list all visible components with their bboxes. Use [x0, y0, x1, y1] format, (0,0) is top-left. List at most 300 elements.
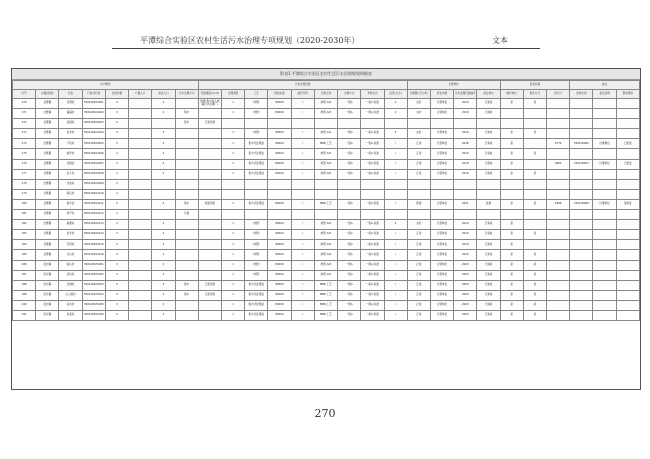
table-cell	[570, 280, 593, 290]
table-cell: 后楼村	[59, 119, 82, 129]
table-cell: 174	[13, 139, 36, 149]
table-cell	[570, 230, 593, 240]
page-number: 270	[314, 407, 336, 420]
table-cell: 是	[523, 260, 546, 270]
table-cell: 180	[13, 199, 36, 209]
table-cell: /	[291, 310, 314, 320]
column-header: 自然村数	[105, 90, 128, 99]
table-cell: 2	[384, 109, 407, 119]
table-cell	[547, 189, 570, 199]
table-cell	[175, 220, 198, 230]
table-cell: 是	[500, 99, 523, 109]
table-cell: 3	[105, 300, 128, 310]
table-cell: 北厝镇	[36, 230, 59, 240]
table-cell: 北厝镇	[36, 149, 59, 159]
table-cell	[129, 290, 152, 300]
table-cell: 80000	[268, 199, 291, 209]
table-cell: 正常	[407, 169, 430, 179]
table-cell	[198, 230, 221, 240]
table-cell: 186	[13, 260, 36, 270]
table-cell: 集中式处理站	[245, 149, 268, 159]
table-cell: 运营单位	[430, 300, 453, 310]
table-cell	[152, 189, 175, 199]
table-cell: /	[291, 169, 314, 179]
table-row	[13, 199, 640, 209]
table-cell: 350128104215	[82, 240, 105, 250]
table-cell: 已验收	[477, 220, 500, 230]
table-cell	[593, 260, 616, 270]
table-cell	[547, 210, 570, 220]
table-cell	[129, 270, 152, 280]
table-cell: 2	[152, 129, 175, 139]
table-cell	[384, 189, 407, 199]
table-cell: 流水镇	[36, 260, 59, 270]
table-cell	[430, 119, 453, 129]
table-cell: 350128104201	[82, 99, 105, 109]
table-cell: 181	[13, 210, 36, 220]
table-cell: 2019	[454, 230, 477, 240]
table-cell: 北厝镇	[36, 199, 59, 209]
table-cell: 正常	[407, 240, 430, 250]
table-cell: 80000	[268, 250, 291, 260]
table-cell	[616, 290, 639, 300]
table-cell	[198, 159, 221, 169]
table-cell: 已验收	[477, 300, 500, 310]
table-cell: 运营单位	[430, 129, 453, 139]
table-cell: 一级A 标准	[361, 109, 384, 119]
table-cell	[570, 310, 593, 320]
table-cell: 3	[105, 260, 128, 270]
table-cell: /	[291, 199, 314, 209]
table-cell: /	[384, 310, 407, 320]
table-cell: 是	[500, 280, 523, 290]
table-cell: 北厝镇	[36, 99, 59, 109]
table-cell: 一级A	[338, 159, 361, 169]
table-cell: 纳管 A/O	[314, 270, 337, 280]
table-cell: 2	[152, 99, 175, 109]
table-cell: 纳管 A/O	[314, 149, 337, 159]
table-row	[13, 179, 640, 189]
table-cell: 已验收	[477, 270, 500, 280]
table-cell: 北厝镇	[36, 139, 59, 149]
table-cell	[500, 189, 523, 199]
column-header: 受纳水体	[570, 90, 593, 99]
table-cell: 已验收	[477, 310, 500, 320]
table-cell	[175, 300, 198, 310]
table-cell	[268, 179, 291, 189]
table-cell: 2	[152, 220, 175, 230]
table-row	[13, 149, 640, 159]
table-cell: /	[384, 199, 407, 209]
table-cell: 东美村	[59, 310, 82, 320]
table-cell: 运营单位	[430, 169, 453, 179]
table-cell	[198, 189, 221, 199]
column-header: 设施规模(m³/d)	[198, 90, 221, 99]
table-cell: 80000	[268, 300, 291, 310]
table-cell	[245, 179, 268, 189]
table-cell: 下坑村	[59, 139, 82, 149]
table-cell: /	[291, 290, 314, 300]
table-cell: 350128104214	[82, 230, 105, 240]
table-cell: 2	[105, 310, 128, 320]
table-row	[13, 250, 640, 260]
document-header	[112, 34, 540, 49]
table-cell: 一级A	[338, 139, 361, 149]
table-cell	[129, 250, 152, 260]
table-cell: MBR 工艺	[314, 310, 337, 320]
table-cell: 2019	[454, 129, 477, 139]
table-cell	[175, 139, 198, 149]
table-cell	[570, 179, 593, 189]
table-cell: 1	[221, 280, 244, 290]
table-row	[13, 220, 640, 230]
data-table	[12, 80, 640, 321]
table-cell: 集中式处理站	[245, 290, 268, 300]
table-cell: 纳管(集中接入城镇污水处理厂)	[198, 99, 221, 109]
table-cell	[477, 189, 500, 199]
table-cell: 是	[500, 230, 523, 240]
table-cell: 5	[105, 139, 128, 149]
table-cell: 一级A	[338, 310, 361, 320]
table-cell	[338, 210, 361, 220]
table-cell	[221, 210, 244, 220]
table-cell: 一级A 标准	[361, 199, 384, 209]
table-cell	[221, 119, 244, 129]
table-cell: 已验收	[477, 109, 500, 119]
table-cell	[570, 149, 593, 159]
table-cell	[152, 179, 175, 189]
table-cell	[129, 179, 152, 189]
table-cell: 2	[152, 270, 175, 280]
table-cell: 3	[105, 210, 128, 220]
table-cell: 完好	[407, 109, 430, 119]
table-cell	[547, 280, 570, 290]
group-header-cell: 备注	[570, 81, 640, 90]
table-cell: /	[291, 129, 314, 139]
table-cell: 80000	[268, 139, 291, 149]
table-cell	[198, 220, 221, 230]
table-cell: 2	[152, 199, 175, 209]
table-cell: /	[384, 280, 407, 290]
table-cell	[593, 300, 616, 310]
table-cell: 纳管 A/O	[314, 169, 337, 179]
table-cell: /	[384, 270, 407, 280]
table-cell: 集中	[175, 119, 198, 129]
table-cell: 已建设施	[198, 280, 221, 290]
table-cell: MBR 工艺	[314, 139, 337, 149]
table-cell: 350128105206	[82, 310, 105, 320]
table-cell	[198, 179, 221, 189]
table-cell: 已批复	[616, 159, 639, 169]
table-cell: 芬尾村	[59, 240, 82, 250]
table-cell: 350128104206	[82, 149, 105, 159]
table-cell: 1	[221, 149, 244, 159]
table-cell	[407, 210, 430, 220]
table-cell: 350128105203	[82, 280, 105, 290]
table-cell: MBR 工艺	[314, 199, 337, 209]
table-cell: 4	[105, 149, 128, 159]
table-cell: 一级A	[338, 290, 361, 300]
table-cell: 350128105204	[82, 290, 105, 300]
table-cell	[523, 179, 546, 189]
table-cell	[175, 179, 198, 189]
table-cell	[152, 119, 175, 129]
table-row	[13, 129, 640, 139]
table-cell: 80000	[268, 129, 291, 139]
table-cell	[616, 310, 639, 320]
column-header: 行政村代码	[82, 90, 105, 99]
table-cell: 是	[500, 159, 523, 169]
table-cell	[198, 129, 221, 139]
table-cell: 是	[500, 139, 523, 149]
table-cell	[384, 210, 407, 220]
table-cell: 纳管 A/O	[314, 129, 337, 139]
document-tag: 文本	[492, 36, 508, 45]
table-cell: 待建	[477, 199, 500, 209]
column-header: 工艺	[245, 90, 268, 99]
table-cell	[338, 179, 361, 189]
table-cell	[129, 210, 152, 220]
table-cell	[570, 290, 593, 300]
table-cell: 2020	[454, 310, 477, 320]
table-cell	[268, 189, 291, 199]
table-cell	[175, 240, 198, 250]
table-cell: 已批复	[616, 139, 639, 149]
column-header: 运维费(万元/年)	[407, 90, 430, 99]
table-cell: （纳管）	[245, 220, 268, 230]
group-header-cell: 村户概况	[13, 81, 199, 90]
column-header: 备注说明	[593, 90, 616, 99]
table-cell: （纳管）	[245, 99, 268, 109]
table-cell: 是	[500, 270, 523, 280]
table-cell	[221, 189, 244, 199]
table-cell	[129, 260, 152, 270]
table-cell: /	[384, 169, 407, 179]
column-header: 建设年份	[291, 90, 314, 99]
table-cell	[570, 99, 593, 109]
table-cell: 运维单位	[593, 199, 616, 209]
table-cell: 溪头村	[59, 260, 82, 270]
table-cell: 2020	[454, 260, 477, 270]
table-cell: 运营单位	[430, 109, 453, 119]
table-cell: 北厝镇	[36, 250, 59, 260]
table-cell: 2	[152, 139, 175, 149]
table-cell: 80000	[268, 220, 291, 230]
table-cell: 后斗村	[59, 169, 82, 179]
table-cell: 正常	[407, 139, 430, 149]
table-cell: 已验收	[477, 99, 500, 109]
table-cell: /	[384, 290, 407, 300]
table-row	[13, 169, 640, 179]
table-cell: 运营单位	[430, 199, 453, 209]
table-cell: （纳管）	[245, 270, 268, 280]
table-cell	[616, 119, 639, 129]
table-cell	[245, 119, 268, 129]
table-cell: 运营单位	[430, 250, 453, 260]
table-cell: 183	[13, 230, 36, 240]
table-cell: 运营单位	[430, 290, 453, 300]
table-cell: 已验收	[477, 159, 500, 169]
table-cell	[477, 179, 500, 189]
table-cell	[314, 119, 337, 129]
table-cell: /	[291, 139, 314, 149]
table-cell: 171	[13, 109, 36, 119]
table-cell	[291, 119, 314, 129]
table-cell: 纳管 A/O	[314, 99, 337, 109]
table-cell: 一级A 标准	[361, 260, 384, 270]
table-cell: 已验收	[477, 260, 500, 270]
table-cell	[175, 99, 198, 109]
table-cell	[245, 189, 268, 199]
table-cell	[593, 109, 616, 119]
table-cell	[477, 119, 500, 129]
table-cell	[198, 300, 221, 310]
table-cell	[616, 220, 639, 230]
table-cell: 一级A 标准	[361, 250, 384, 260]
table-cell	[129, 199, 152, 209]
table-cell: 一级A	[338, 99, 361, 109]
table-cell	[384, 119, 407, 129]
table-cell: /	[384, 260, 407, 270]
table-cell: 2	[152, 310, 175, 320]
table-cell: 一级A	[338, 230, 361, 240]
table-cell	[198, 169, 221, 179]
table-cell: 350128104216	[82, 250, 105, 260]
table-cell: 1899	[547, 199, 570, 209]
table-cell: 集中式处理站	[245, 300, 268, 310]
table-cell	[616, 189, 639, 199]
column-header: 运维主体	[314, 90, 337, 99]
table-cell: 是	[523, 230, 546, 240]
table-cell: 350128104202	[82, 109, 105, 119]
table-cell	[593, 189, 616, 199]
table-row	[13, 119, 640, 129]
table-cell	[570, 300, 593, 310]
table-cell: 1	[221, 109, 244, 119]
table-cell: 187	[13, 270, 36, 280]
table-cell: 运营单位	[430, 99, 453, 109]
table-cell: 一级A 标准	[361, 230, 384, 240]
table-header	[13, 81, 640, 99]
table-cell: 金井村	[59, 129, 82, 139]
group-header-row	[13, 81, 640, 90]
table-cell	[523, 159, 546, 169]
table-cell: 已验收	[477, 240, 500, 250]
table-cell	[547, 129, 570, 139]
table-cell: 1	[221, 230, 244, 240]
table-cell: 4	[105, 189, 128, 199]
table-cell	[523, 220, 546, 230]
table-cell: 80000	[268, 230, 291, 240]
table-cell: 一级A	[338, 199, 361, 209]
column-header: 联系方式	[523, 90, 546, 99]
table-cell: 350128104209	[82, 179, 105, 189]
table-cell	[454, 210, 477, 220]
table-cell: （纳管）	[245, 250, 268, 260]
table-cell: 一级A 标准	[361, 149, 384, 159]
table-cell: 350128105201	[82, 260, 105, 270]
column-header: 排放标准	[268, 90, 291, 99]
table-cell: 正常	[407, 149, 430, 159]
table-cell: 1	[221, 300, 244, 310]
table-cell: 2	[105, 240, 128, 250]
table-cell	[547, 300, 570, 310]
table-cell: 已验收	[477, 230, 500, 240]
table-cell: 正常	[407, 290, 430, 300]
table-cell: 350128104204	[82, 129, 105, 139]
column-header: 常住人口	[152, 90, 175, 99]
table-cell	[175, 159, 198, 169]
table-cell: 是	[523, 290, 546, 300]
table-cell: 80000	[268, 109, 291, 119]
table-cell: 4	[105, 220, 128, 230]
table-cell	[500, 179, 523, 189]
table-cell	[314, 210, 337, 220]
table-cell: 是	[523, 129, 546, 139]
table-cell	[198, 210, 221, 220]
table-cell: 350128000	[570, 139, 593, 149]
table-cell: 80000	[268, 240, 291, 250]
table-cell: 4	[105, 99, 128, 109]
table-cell: 是	[523, 280, 546, 290]
column-header: 责任单位	[477, 90, 500, 99]
table-cell: 北厝镇	[36, 210, 59, 220]
table-cell: 运营单位	[430, 149, 453, 159]
table-cell	[547, 220, 570, 230]
table-cell	[547, 310, 570, 320]
table-cell: 已建设施	[198, 290, 221, 300]
table-cell	[547, 290, 570, 300]
table-cell: （纳管）	[245, 240, 268, 250]
table-cell: 2	[384, 99, 407, 109]
table-cell	[523, 139, 546, 149]
table-cell: 2020	[454, 270, 477, 280]
table-cell: 是	[500, 129, 523, 139]
table-cell: 是	[523, 250, 546, 260]
table-cell	[547, 169, 570, 179]
table-cell: 182	[13, 220, 36, 230]
table-cell: 一级A 标准	[361, 310, 384, 320]
table-cell: 一级A 标准	[361, 129, 384, 139]
table-cell: 一级A	[338, 220, 361, 230]
table-cell: 2021	[454, 199, 477, 209]
table-cell: 纳管 A/O	[314, 250, 337, 260]
table-cell: 纳管 A/O	[314, 260, 337, 270]
table-cell	[570, 250, 593, 260]
table-cell: /	[291, 230, 314, 240]
table-cell: 北厝镇	[36, 220, 59, 230]
table-cell	[616, 169, 639, 179]
table-cell	[129, 159, 152, 169]
table-cell	[523, 109, 546, 119]
table-title: 附表1 平潭综合实验区农村生活污水治理规划明细表	[12, 69, 640, 80]
table-cell: MBR 工艺	[314, 280, 337, 290]
table-cell: 2	[152, 230, 175, 240]
table-cell: /	[384, 250, 407, 260]
table-cell: 正常	[407, 230, 430, 240]
table-cell: /	[291, 149, 314, 159]
table-cell: 正常	[407, 310, 430, 320]
table-cell: 一级A	[338, 250, 361, 260]
table-cell	[198, 250, 221, 260]
table-cell: 集中式处理站	[245, 280, 268, 290]
group-header-cell: 运维养护	[407, 81, 500, 90]
table-cell	[593, 270, 616, 280]
table-cell	[338, 119, 361, 129]
table-cell	[616, 109, 639, 119]
table-cell: 185	[13, 250, 36, 260]
table-cell: 新建	[407, 199, 430, 209]
